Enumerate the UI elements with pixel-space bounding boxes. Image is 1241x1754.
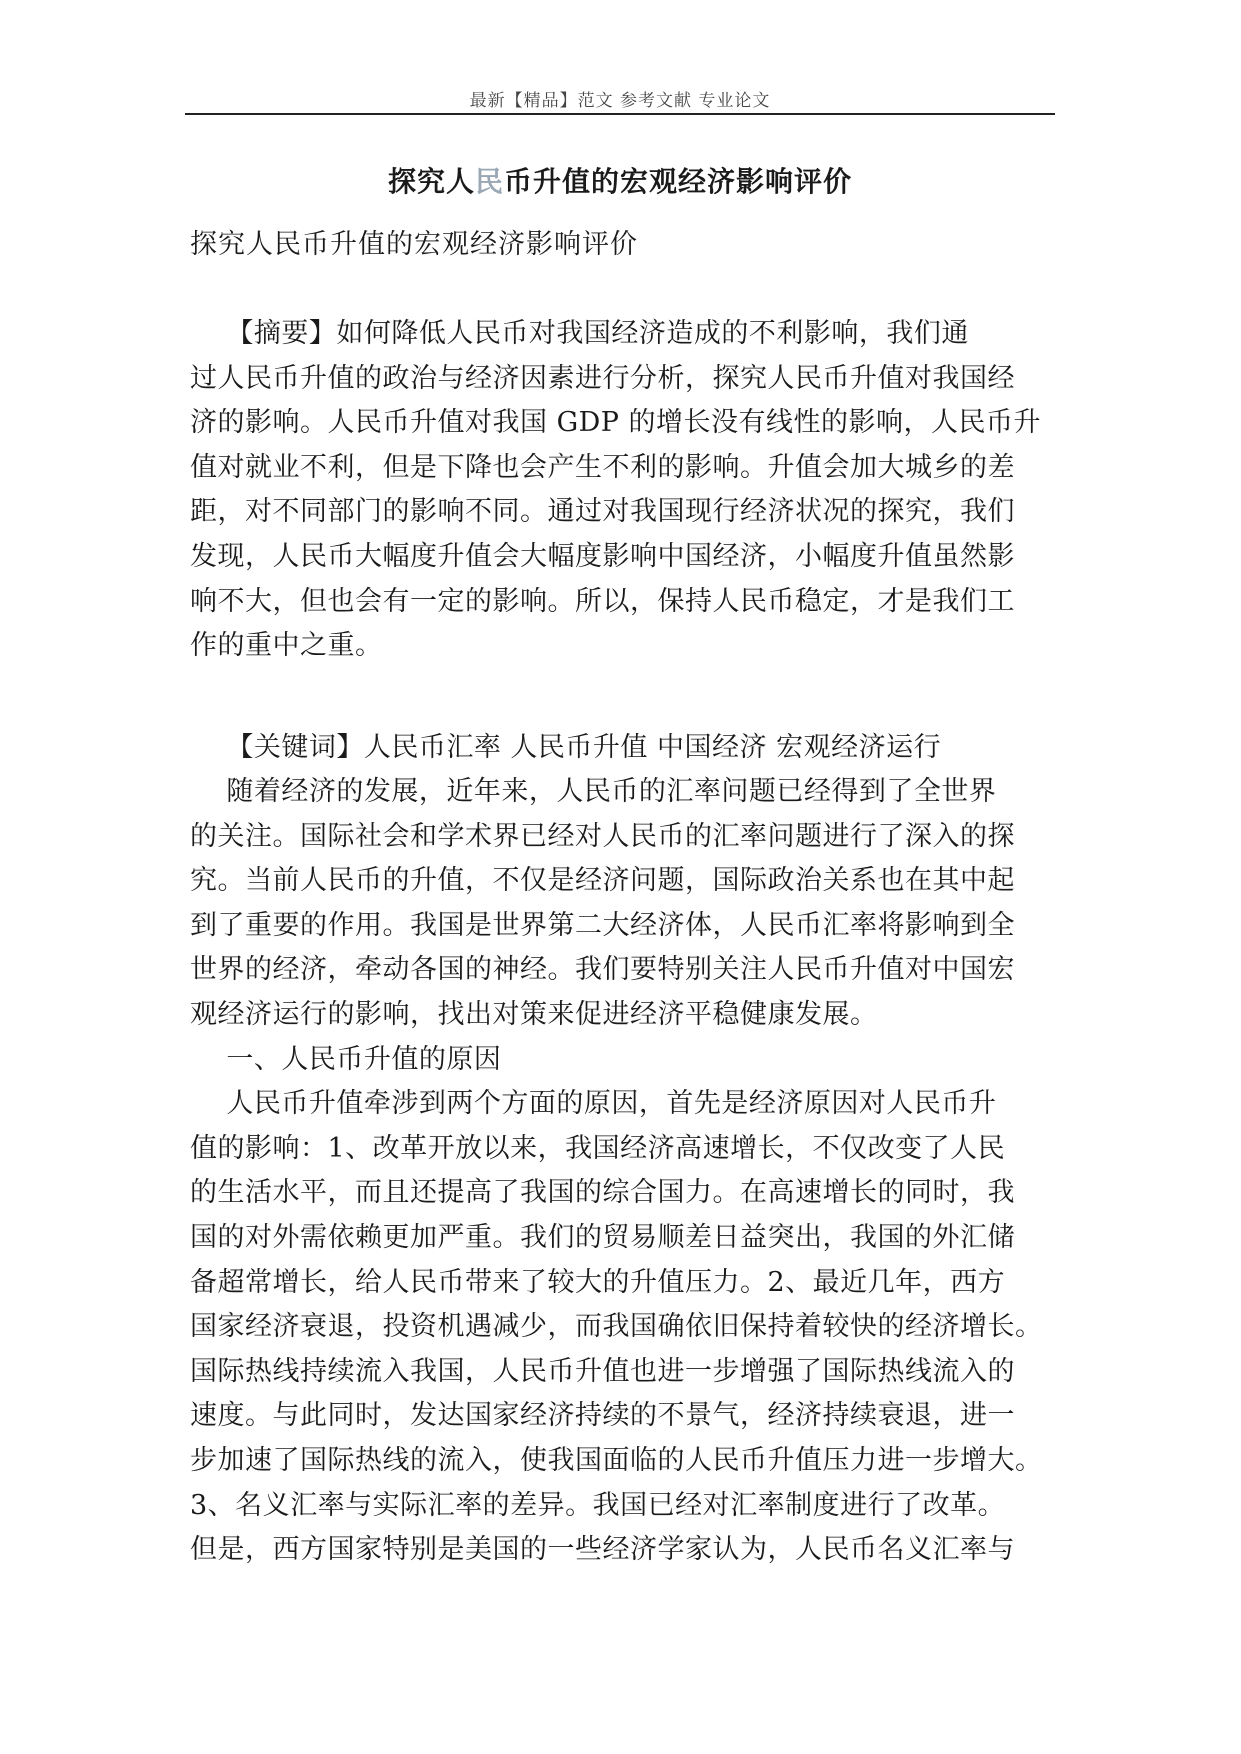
text-line: 速度。与此同时，发达国家经济持续的不景气，经济持续衰退，进一 — [190, 1400, 1015, 1432]
abstract-paragraph — [190, 312, 1060, 669]
text-line: 过人民币升值的政治与经济因素进行分析，探究人民币升值对我国经 — [190, 362, 1015, 394]
text-line: 人民币升值牵涉到两个方面的原因，首先是经济原因对人民币升 — [190, 1088, 997, 1120]
header-divider — [185, 113, 1055, 115]
keywords-text: 【关键词】人民币汇率 人民币升值 中国经济 宏观经济运行 — [190, 732, 942, 763]
text-line: 的生活水平，而且还提高了我国的综合国力。在高速增长的同时，我 — [190, 1177, 1015, 1209]
title-text-end: 币升值的宏观经济影响评价 — [504, 165, 853, 198]
text-line: 济的影响。人民币升值对我国 GDP 的增长没有线性的影响，人民币升 — [190, 407, 1042, 439]
text-line: 观经济运行的影响，找出对策来促进经济平稳健康发展。 — [190, 998, 878, 1030]
text-line: 值对就业不利，但是下降也会产生不利的影响。升值会加大城乡的差 — [190, 451, 1015, 483]
text-line: 的关注。国际社会和学术界已经对人民币的汇率问题进行了深入的探 — [190, 820, 1015, 852]
text-line: 距，对不同部门的影响不同。通过对我国现行经济状况的探究，我们 — [190, 496, 1015, 528]
title-text-start: 探究人 — [387, 165, 475, 198]
text-line: 国家经济衰退，投资机遇减少，而我国确依旧保持着较快的经济增长。 — [190, 1311, 1043, 1343]
text-line: 国际热线持续流入我国，人民币升值也进一步增强了国际热线流入的 — [190, 1355, 1015, 1387]
main-body — [190, 770, 1060, 1573]
section-heading: 一、人民币升值的原因 — [190, 1043, 502, 1075]
keywords-line — [190, 726, 1060, 771]
text-line: 发现，人民币大幅度升值会大幅度影响中国经济，小幅度升值虽然影 — [190, 540, 1015, 572]
text-line: 到了重要的作用。我国是世界第二大经济体，人民币汇率将影响到全 — [190, 909, 1015, 941]
text-line: 究。当前人民币的升值，不仅是经济问题，国际政治关系也在其中起 — [190, 865, 1015, 897]
text-line: 作的重中之重。 — [190, 630, 383, 662]
text-line: 备超常增长，给人民币带来了较大的升值压力。2、最近几年，西方 — [190, 1266, 1006, 1298]
document-subtitle: 探究人民币升值的宏观经济影响评价 — [190, 229, 638, 260]
document-title — [185, 160, 1055, 200]
text-line: 【摘要】如何降低人民币对我国经济造成的不利影响，我们通 — [190, 318, 969, 349]
text-line: 响不大，但也会有一定的影响。所以，保持人民币稳定，才是我们工 — [190, 585, 1015, 617]
text-line: 步加速了国际热线的流入，使我国面临的人民币升值压力进一步增大。 — [190, 1444, 1043, 1476]
text-line: 世界的经济，牵动各国的神经。我们要特别关注人民币升值对中国宏 — [190, 954, 1015, 986]
text-line: 值的影响：1、改革开放以来，我国经济高速增长，不仅改变了人民 — [190, 1132, 1006, 1164]
text-line: 3、名义汇率与实际汇率的差异。我国已经对汇率制度进行了改革。 — [190, 1489, 1006, 1521]
title-highlighted-char: 民 — [474, 165, 504, 198]
text-line: 但是，西方国家特别是美国的一些经济学家认为，人民币名义汇率与 — [190, 1534, 1015, 1566]
text-line: 随着经济的发展，近年来，人民币的汇率问题已经得到了全世界 — [190, 776, 997, 807]
text-line: 国的对外需依赖更加严重。我们的贸易顺差日益突出，我国的外汇储 — [190, 1221, 1015, 1253]
page-header: 最新【精品】范文 参考文献 专业论文 — [469, 91, 771, 111]
